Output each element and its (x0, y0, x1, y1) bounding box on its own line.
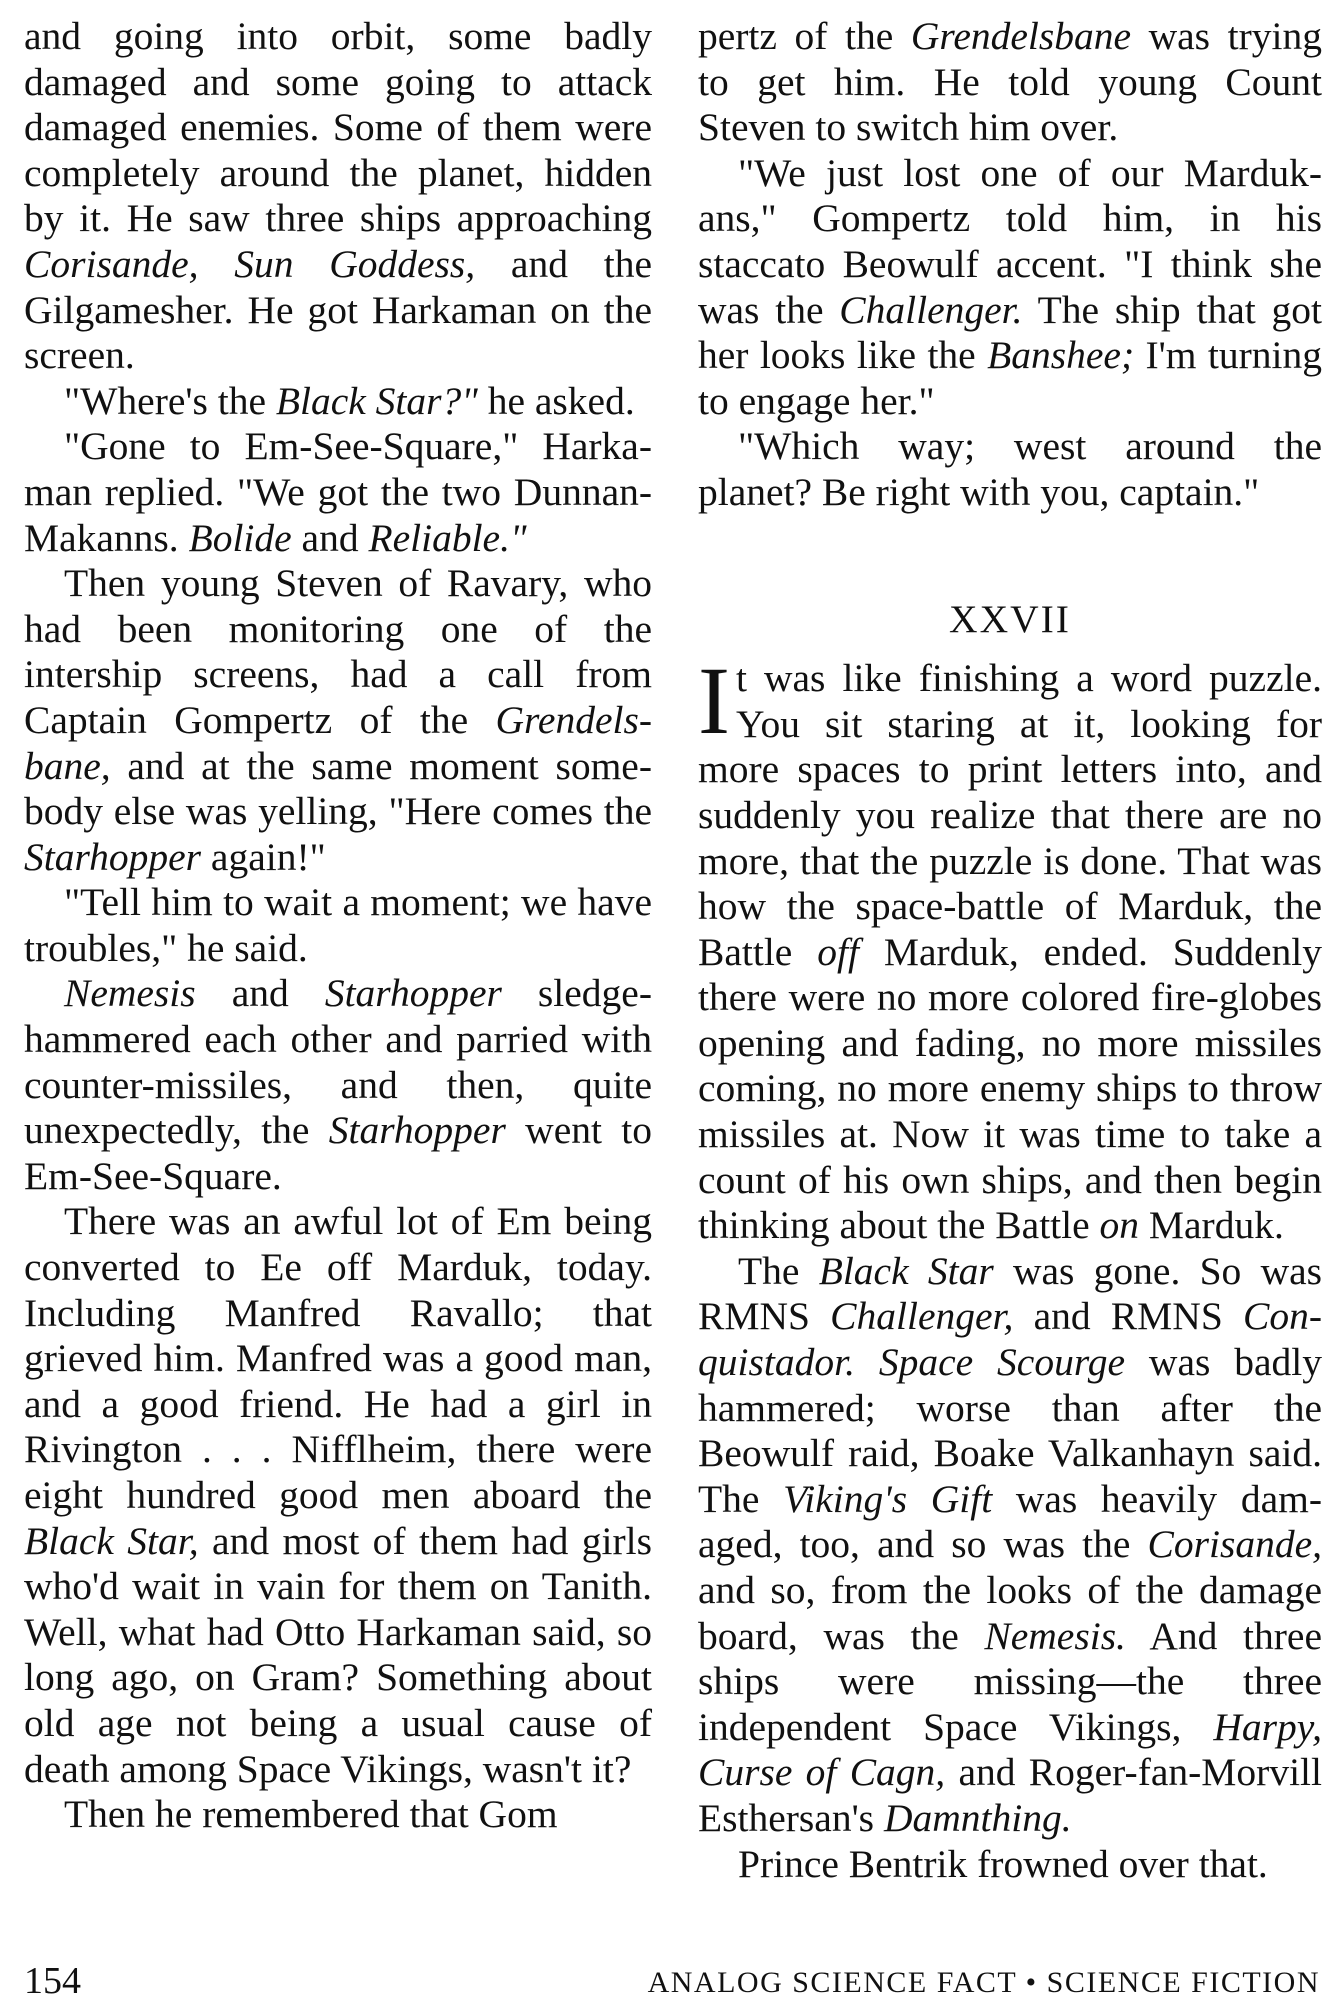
paragraph (698, 424, 1322, 515)
text-run: and the Gilgamesher. He got Harkaman on the screen. (24, 241, 652, 378)
italic-text: Starhopper (324, 971, 502, 1016)
text-run: "Which way; west around the planet? Be right with you, captain." (698, 424, 1322, 514)
text-run: again!" (201, 834, 326, 879)
right-column-top-text (698, 14, 1322, 516)
text-run: was gone. So was RMNS (698, 1248, 1323, 1339)
text-run: "Tell him to wait a moment; we have troubles," he said. (24, 880, 652, 970)
paragraph (24, 561, 652, 880)
text-run: and going into orbit, some badly damaged and some going to attack damaged enemies. Some of them were completely around the planet, hidden by it. He saw three ships approaching (24, 14, 652, 241)
text-run: and Roger-fan-Morvill Esthersan's (698, 1750, 1322, 1840)
magazine-title: ANALOG SCIENCE FACT • SCIENCE FICTION (647, 1966, 1320, 1999)
text-run: and so, from the looks of the damage board, was the (698, 1568, 1322, 1658)
text-run: went to Em-See-Square. (24, 1108, 652, 1198)
text-run: and (195, 971, 325, 1016)
text-run (855, 1340, 879, 1384)
italic-text: Space Scourge (878, 1340, 1126, 1385)
italic-text: Banshee; (987, 333, 1135, 378)
text-run: was trying to get him. He told young Count Steven to switch him over. (698, 14, 1322, 150)
paragraph (24, 1199, 652, 1792)
italic-text: Viking's Gift (783, 1476, 993, 1521)
text-run: was badly hammered; worse than after the Beowulf raid, Boake Valkanhayn said. The (698, 1340, 1322, 1521)
italic-text: on (1099, 1203, 1140, 1248)
italic-text: Curse of Cagn, (698, 1750, 946, 1795)
paragraph (24, 424, 652, 561)
text-run: and (291, 515, 369, 560)
italic-text: Corisande, (1147, 1522, 1322, 1567)
italic-text: Bolide (188, 515, 292, 560)
text-run: I'm turning to engage her." (698, 333, 1322, 423)
paragraph (698, 1842, 1322, 1888)
chapter-heading: XXVII (949, 596, 1071, 641)
paragraph (24, 1792, 652, 1838)
paragraph (698, 14, 1322, 151)
italic-text: Conquistador. (698, 1294, 1323, 1385)
italic-text: Black Star, (24, 1518, 199, 1563)
text-run: pertz of the (698, 14, 911, 58)
text-run: sledgehammered each other and parried with counter-missiles, and then, quite unexpectedly, the (24, 971, 652, 1153)
text-run: Marduk, ended. Suddenly there were no more colored fire-globes opening and fading, no more missiles coming, no more enemy ships to throw missiles at. Now it was time to take a count of his own ships, and then begin thinking about the Battle (698, 929, 1322, 1248)
text-run: The (738, 1248, 819, 1293)
italic-text: Challenger, (830, 1294, 1014, 1339)
text-run: t was like finishing a word puzzle. You sit staring at it, looking for more spaces to print letters into, and suddenly you realize that there are no more, that the puzzle is done. That was how the space-battle of Marduk, the Battle (698, 656, 1322, 974)
italic-text: Damnthing. (883, 1795, 1072, 1840)
text-run: "We just lost one of our Mardukans," Gompertz told him, in his staccato Beowulf accent. "I think she was the (698, 150, 1322, 332)
italic-text: Grendelsbane (910, 14, 1132, 58)
paragraph (698, 647, 1322, 1249)
paragraph (24, 14, 652, 379)
italic-text: Reliable." (368, 515, 527, 560)
drop-cap: I (698, 647, 730, 755)
paragraph (698, 151, 1322, 425)
italic-text: Corisande, Sun Goddess, (24, 241, 476, 286)
text-run: Prince Bentrik frowned over that. (738, 1841, 1268, 1886)
italic-text: Challenger. (839, 287, 1023, 332)
text-run: Then young Steven of Ravary, who had been monitoring one of the intership screens, had a call from Captain Gompertz of the (24, 561, 652, 742)
italic-text: Starhopper (328, 1108, 506, 1153)
paragraph (24, 379, 652, 425)
text-run: "Where's the (64, 378, 276, 423)
italic-text: off (817, 929, 859, 974)
italic-text: Black Star (818, 1248, 994, 1293)
paragraph (698, 1249, 1322, 1842)
italic-text: Black Star?" (275, 378, 478, 423)
italic-text: Nemesis. (984, 1613, 1126, 1658)
text-run: and RMNS (1013, 1294, 1243, 1339)
text-run: was heavily damaged, too, and so was the (698, 1476, 1323, 1567)
text-run: The ship that got her looks like the (698, 287, 1322, 378)
page-number: 154 (24, 1960, 81, 2002)
paragraph (24, 971, 652, 1199)
italic-text: Harpy, (1213, 1704, 1322, 1749)
text-run: Marduk. (1139, 1203, 1284, 1248)
text-run: Then he remembered that Gom (64, 1792, 558, 1837)
text-run: and most of them had girls who'd wait in vain for them on Tanith. Well, what had Otto Harkaman said, so long ago, on Gram? Something about old age not being a usual cause of death among Space Vikings, wasn't it? (24, 1518, 652, 1791)
right-column-bottom-text (698, 647, 1323, 1887)
right-column (698, 14, 1322, 1887)
italic-text: Nemesis (64, 971, 196, 1016)
left-column (24, 14, 652, 1838)
text-run: "Gone to Em-See-Square," Harkaman replied. "We got the two Dunnan-Makanns. (24, 424, 652, 560)
italic-text: Grendelsbane, (24, 697, 652, 788)
text-run: And three ships were missing—the three independent Space Vikings, (698, 1613, 1322, 1749)
text-run: There was an awful lot of Em being converted to Ee off Marduk, today. Including Manfred Ravallo; that grieved him. Manfred was a good man, and a good friend. He had a girl in Rivington . . . Nifflheim, there were eight hundred good men aboard the (24, 1199, 652, 1517)
text-run: and at the same moment somebody else was yelling, "Here comes the (24, 743, 652, 834)
text-run: he asked. (477, 378, 635, 423)
italic-text: Starhopper (24, 834, 202, 879)
paragraph (24, 880, 652, 971)
